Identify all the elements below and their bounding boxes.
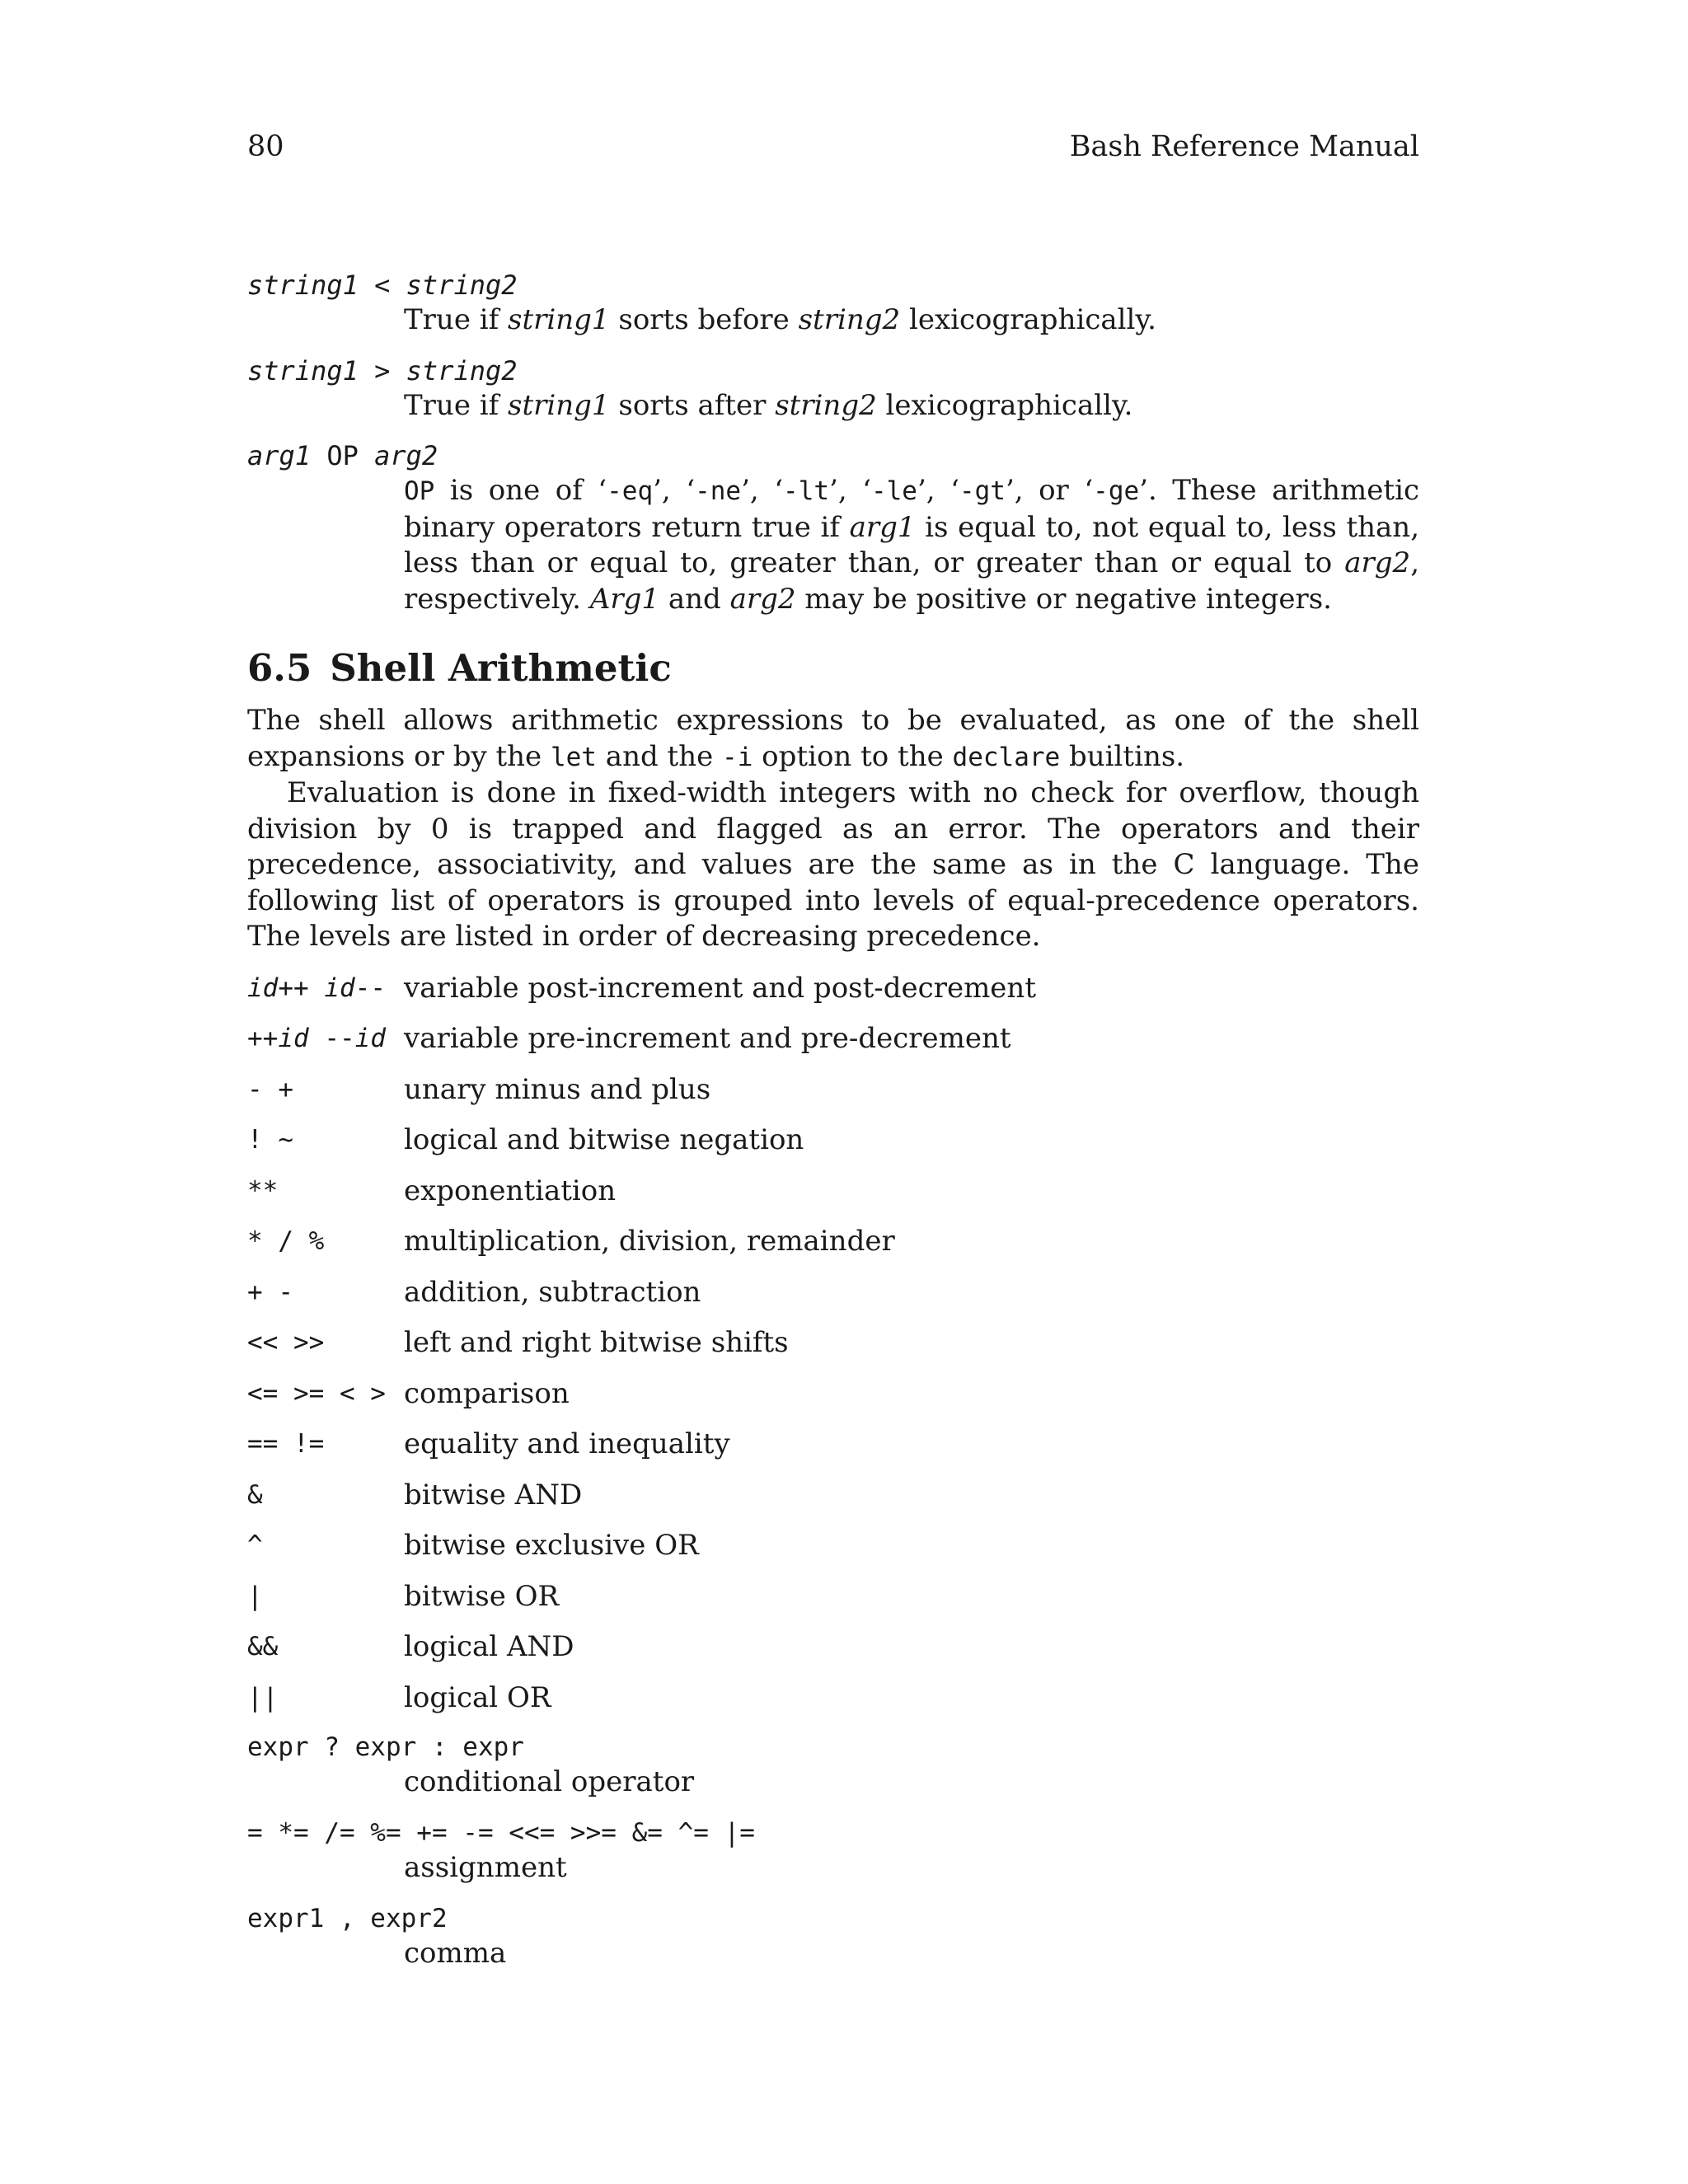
operator-description: multiplication, division, remainder <box>404 1225 895 1258</box>
list-item <box>247 1173 1419 1224</box>
operator-description: conditional operator <box>404 1765 695 1798</box>
test-term: arg1 OP arg2 <box>247 440 438 471</box>
list-item <box>247 1223 1419 1274</box>
operator-description: bitwise exclusive OR <box>404 1529 699 1562</box>
operator-symbol: <= >= < > <box>247 1378 386 1408</box>
operator-symbol: expr ? expr : expr <box>247 1732 524 1762</box>
manual-title: Bash Reference Manual <box>1069 130 1419 163</box>
operator-description: equality and inequality <box>404 1427 730 1460</box>
operator-symbol: ++id --id <box>247 1024 386 1053</box>
operator-symbol: ^ <box>247 1530 263 1560</box>
page-content <box>247 268 1419 1971</box>
operator-symbol: | <box>247 1581 263 1611</box>
operator-description: assignment <box>404 1851 567 1884</box>
operator-symbol: = *= /= %= += -= <<= >>= &= ^= |= <box>247 1818 755 1848</box>
list-item <box>247 1578 1419 1629</box>
list-item <box>247 1274 1419 1325</box>
operator-symbol: expr1 , expr2 <box>247 1904 448 1933</box>
operator-description: logical AND <box>404 1630 574 1663</box>
test-description: True if string1 sorts before string2 lexicographically. <box>404 303 1156 336</box>
list-item <box>247 1324 1419 1376</box>
list-item <box>247 1680 1419 1731</box>
operator-symbol: + - <box>247 1277 293 1307</box>
document-page <box>247 0 1419 2184</box>
list-item <box>247 1901 1419 1971</box>
list-item <box>247 1071 1419 1122</box>
section-heading: 6.5 Shell Arithmetic <box>247 646 672 690</box>
list-item <box>247 970 1419 1021</box>
operator-description: bitwise OR <box>404 1579 560 1613</box>
test-term: string1 < string2 <box>247 269 518 301</box>
list-item <box>247 1730 1419 1799</box>
list-item <box>247 1477 1419 1528</box>
operator-description: addition, subtraction <box>404 1275 701 1309</box>
operator-symbol: - + <box>247 1074 293 1104</box>
test-entry-greater <box>247 354 1419 424</box>
operator-description: unary minus and plus <box>404 1072 711 1106</box>
operator-symbol: & <box>247 1479 263 1510</box>
list-item <box>247 1629 1419 1680</box>
operator-list <box>247 970 1419 1971</box>
list-item <box>247 1426 1419 1477</box>
operator-symbol: * / % <box>247 1226 325 1256</box>
operator-description: comparison <box>404 1376 570 1410</box>
page-number: 80 <box>247 130 284 163</box>
operator-description: variable pre-increment and pre-decrement <box>404 1022 1011 1055</box>
operator-symbol: == != <box>247 1429 325 1459</box>
operator-description: left and right bitwise shifts <box>404 1326 789 1359</box>
test-term: string1 > string2 <box>247 354 518 387</box>
list-item <box>247 1122 1419 1173</box>
list-item <box>247 1020 1419 1071</box>
operator-symbol: ** <box>247 1175 279 1206</box>
operator-description: bitwise AND <box>404 1478 583 1511</box>
operator-description: variable post-increment and post-decrement <box>404 971 1036 1005</box>
operator-symbol: && <box>247 1632 279 1661</box>
operator-symbol: ! ~ <box>247 1125 293 1155</box>
evaluation-paragraph: Evaluation is done in fixed-width integers with no check for overflow, though division by 0 is trapped and flagged as an error. The operators and their precedence, associativity, and values are the same as in the C language. The following list of operators is grouped into levels of equal-precedence operators. The levels are listed in order of decreasing precedence. <box>247 776 1419 953</box>
operator-symbol: id++ id-- <box>247 972 386 1003</box>
running-header <box>247 130 1419 163</box>
operator-description: exponentiation <box>404 1174 617 1207</box>
test-entry-arithmetic <box>247 438 1419 617</box>
section-intro-paragraph: The shell allows arithmetic expressions to be evaluated, as one of the shell expansions or by the let and the -i option to the declare builtins. <box>247 704 1419 773</box>
list-item <box>247 1816 1419 1885</box>
operator-symbol: << >> <box>247 1328 325 1357</box>
operator-description: logical OR <box>404 1680 551 1714</box>
list-item <box>247 1527 1419 1578</box>
test-entry-less <box>247 268 1419 339</box>
test-description: True if string1 sorts after string2 lexicographically. <box>404 388 1133 422</box>
operator-symbol: || <box>247 1682 279 1713</box>
operator-description: logical and bitwise negation <box>404 1123 804 1156</box>
operator-description: comma <box>404 1937 507 1970</box>
test-description: OP is one of ‘-eq’, ‘-ne’, ‘-lt’, ‘-le’, ‘-gt’, or ‘-ge’. These arithmetic binary operators return true if arg1 is equal to, not equal to, less than, less than or equal to, greater than, or greater than or equal to arg2, respectively. Arg1 and arg2 may be positive or negative integers. <box>404 474 1419 616</box>
list-item <box>247 1376 1419 1427</box>
